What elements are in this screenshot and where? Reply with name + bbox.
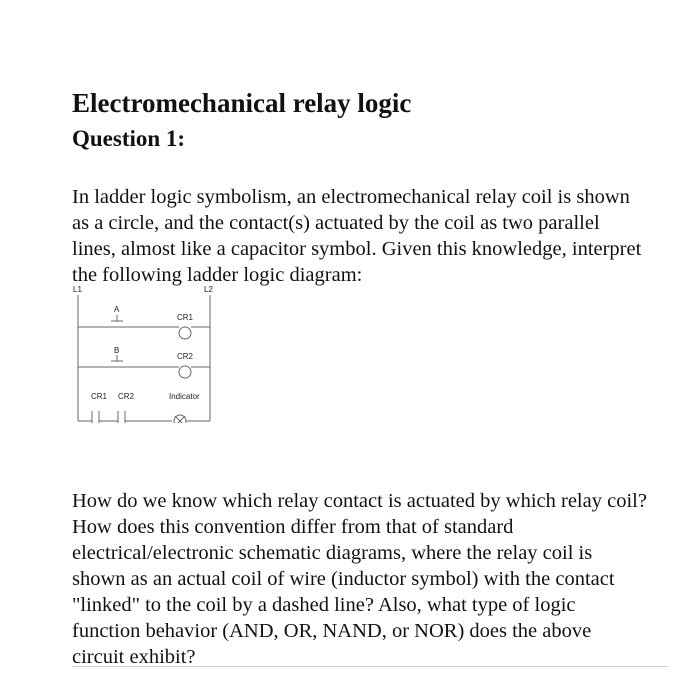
left-rail-label: L1: [73, 285, 82, 294]
right-rail-label: L2: [204, 285, 213, 294]
rung-3: [78, 411, 210, 423]
relay-coil-cr2: [179, 366, 191, 378]
indicator-label: Indicator: [169, 392, 200, 401]
relay-coil-cr1: [179, 327, 191, 339]
ladder-diagram: [70, 283, 220, 423]
contact-a-label: A: [114, 305, 120, 314]
document-title: Electromechanical relay logic: [72, 88, 412, 118]
contact-cr2-label: CR2: [118, 392, 135, 401]
question-paragraph: How do we know which relay contact is actuated by which relay coil? How does this convention differ from that of standard electrical/electronic schematic diagrams, where the relay coil is shown as an actual coil of wire (inductor symbol) with the contact "linked" to the coil by a dashed line? Also, what type of logic function behavior (AND, OR, NAND, or NOR) does the above circuit exhibit?: [72, 490, 647, 668]
question-heading: Question 1:: [72, 126, 186, 151]
coil-cr1-label: CR1: [177, 313, 194, 322]
bottom-divider: [72, 666, 668, 667]
contact-b-label: B: [114, 346, 120, 355]
contact-cr1-label: CR1: [91, 392, 108, 401]
intro-paragraph: In ladder logic symbolism, an electromechanical relay coil is shown as a circle, and the contact(s) actuated by the coil as two parallel lines, almost like a capacitor symbol. Given this knowledge, interpret the following ladder logic diagram:: [72, 186, 642, 286]
indicator-lamp: [174, 415, 186, 423]
coil-cr2-label: CR2: [177, 352, 194, 361]
